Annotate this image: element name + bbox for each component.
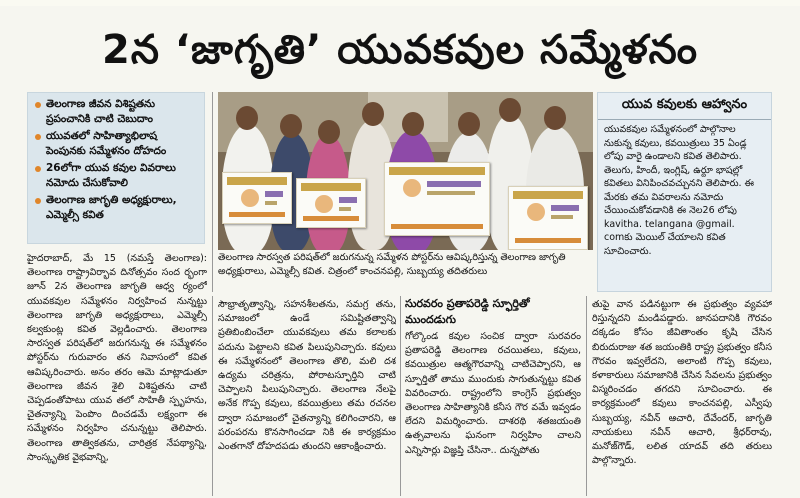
highlight-item: 26లోగా యువ కవుల వివరాలు నమోదు చేసుకోవాలి — [34, 161, 198, 191]
article-column-1 — [27, 252, 207, 496]
column-divider — [212, 92, 213, 292]
article-column-2 — [218, 298, 396, 496]
column-divider — [400, 296, 401, 496]
article-text: తుపై వాన పడినట్టుగా ఈ ప్రభుత్వం వ్యవహా రిస్తున్నదని మండిపడ్డారు. జానపదానికి గౌరవం దక్కడం కోసం జీవితాంతం కృషి చేసిన బిరుదురాజు శత జయంతికి రాష్ట్ర ప్రభుత్వం కనీస గౌరవం ఇవ్వలేదని, అలాంటి గొప్ప కవులు, కళాకారులు సమాజానికి చేసిన సేవలను ప్రభుత్వం విస్మరించడం తగదని సూచించారు. ఈ కార్యక్రమంలో కవులు కాంచనపల్లి, ఎస్వీపు సుబ్బయ్య, నవీన్ ఆచారి, దేవేందర్, జాగృతి నాయకులు నవీన్ ఆచారి, శ్రీధర్‌రావు, మనోజ్‌గౌడ్, లలిత యాదవ్ తది తరులు పాల్గొన్నారు. — [592, 299, 772, 467]
article-text: సౌభ్రాతృత్వాన్ని, సహనశీలతను, సమగ్ర తను, సమాజంలో ఉండే సమిష్టితత్వాన్ని ప్రతిబింబించేలా యువకవులు తమ కలాలకు పదును పెట్టాలని కవిత పిలుపునిచ్చారు. కవులు ఈ సమ్మేళనంలో తెలంగాణ తొలి, మలి దశ ఉద్యమ చరిత్రను, పోరాటస్ఫూర్తిని చాటి చెప్పాలని పిలుపునిచ్చారు. తెలంగాణ నేలపై అనేక గొప్ప కవులు, కవయిత్రులు తమ రచనల ద్వారా సమాజంలో చైతన్యాన్ని కలిగించారని, ఆ పరంపరను కొనసాగించడా నికి ఈ కార్యక్రమం ఎంతగానో దోహదపడు తుందని ఆకాంక్షించారు. — [218, 299, 396, 453]
highlight-item: యువతలో సాహిత్యాభిలాష పెంపునకు సమ్మేళనం దోహదం — [34, 129, 198, 159]
article-subheading: సురవరం ప్రతాపరెడ్డి స్ఫూర్తితో ముందడుగు — [405, 297, 530, 326]
photo-caption: తెలంగాణ సారస్వత పరిషత్‌లో జరుగనున్న సమ్మేళన పోస్టర్‌ను ఆవిష్కరిస్తున్న తెలంగాణ జాగృతి అధ్యక్షురాలు, ఎమ్మెల్సీ కవిత. చిత్రంలో కాంచనపల్లి, సుబ్బయ్య తదితరులు — [218, 252, 566, 277]
article-text: హైదరాబాద్, మే 15 (నమస్తే తెలంగాణ): తెలంగాణ రాష్ట్రావిర్భావ దినోత్సవం సంద ర్భంగా జూన్ 2న తెలంగాణ జాగృతి ఆధ్వ ర్యంలో యువకవుల సమ్మేళనం నిర్వహించ నున్నట్టు తెలంగాణ జాగృతి అధ్యక్షురాలు, ఎమ్మెల్సీ కల్వకుంట్ల కవిత వెల్లడించారు. తెలంగాణ సారస్వత పరిషత్‌లో జరుగనున్న ఈ సమ్మేళనం పోస్టర్‌ను గురువారం తన నివాసంలో కవిత ఆవిష్కరించారు. అనం తరం ఆమె మాట్లాడుతూ తెలంగాణ జీవన శైలి విశిష్టతను చాటి చెప్పడంతోపాటు యువ తలో సాహితీ స్పృహను, చైతన్యాన్ని పెంపొం దించడమే లక్ష్యంగా ఈ సమ్మేళనం నిర్వహిం చనున్నట్టు తెలిపారు. తెలంగాణ తాత్వికతను, చారిత్రక నేపథ్యాన్ని, సాంస్కృతిక వైభవాన్ని, — [27, 253, 207, 463]
highlight-item: తెలంగాణ జాగృతి అధ్యక్షురాలు, ఎమ్మెల్సీ కవిత — [34, 193, 198, 223]
column-divider — [212, 296, 213, 496]
news-photo — [218, 92, 593, 250]
article-column-4 — [592, 298, 772, 496]
article-text: గోల్కొండ కవుల సంచిక ద్వారా సురవరం ప్రతాపరెడ్డి తెలంగాణ రచయితలు, కవులు, కవయిత్రుల ఆత్మగౌరవాన్ని చాటిచెప్పారని, ఆ స్ఫూర్తితో తాము ముందుకు సాగుతున్నట్టు కవిత వివరించారు. రాష్ట్రంలోని కాంగ్రెస్ ప్రభుత్వం తెలంగాణ సాహిత్యానికి కనీస గౌర వమే ఇవ్వడం లేదని విమర్శించారు. దాశరథి శతజయంతి ఉత్సవాలను ఘనంగా నిర్వహిం చాలని ఎన్నిసార్లు విజ్ఞప్తి చేసినా.. దున్నపోతు — [405, 331, 581, 456]
highlight-item: తెలంగాణ జీవన విశిష్టతను ప్రపంచానికి చాటి చెబుదాం — [34, 97, 198, 127]
column-divider — [586, 296, 587, 496]
top-border — [0, 0, 800, 6]
sidebar-body: యువకవుల సమ్మేళనంలో పాల్గొనాల నుకున్న కవులు, కవయిత్రులు 35 ఏండ్ల లోపు వారై ఉండాలని కవిత తెలిపారు. తెలుగు, హిందీ, ఇంగ్లిష్, ఉర్దూ భాషల్లో కవితలు వినిపించవచ్చునని తెలిపారు. ఈ మేరకు తమ వివరాలను నమోదు చేయించుకోవడానికి ఈ నెల26 లోపు kavitha. telangana @gmail. comకు మెయిల్ చేయాలని కవిత సూచించారు. — [604, 124, 754, 257]
sidebar-box — [597, 92, 772, 292]
sidebar-title: యువ కవులకు ఆహ్వానం — [598, 93, 771, 120]
article-column-3 — [405, 330, 581, 496]
highlights-box — [27, 92, 205, 244]
headline: 2న ‘జాగృతి’ యువకవుల సమ్మేళనం — [102, 27, 698, 73]
